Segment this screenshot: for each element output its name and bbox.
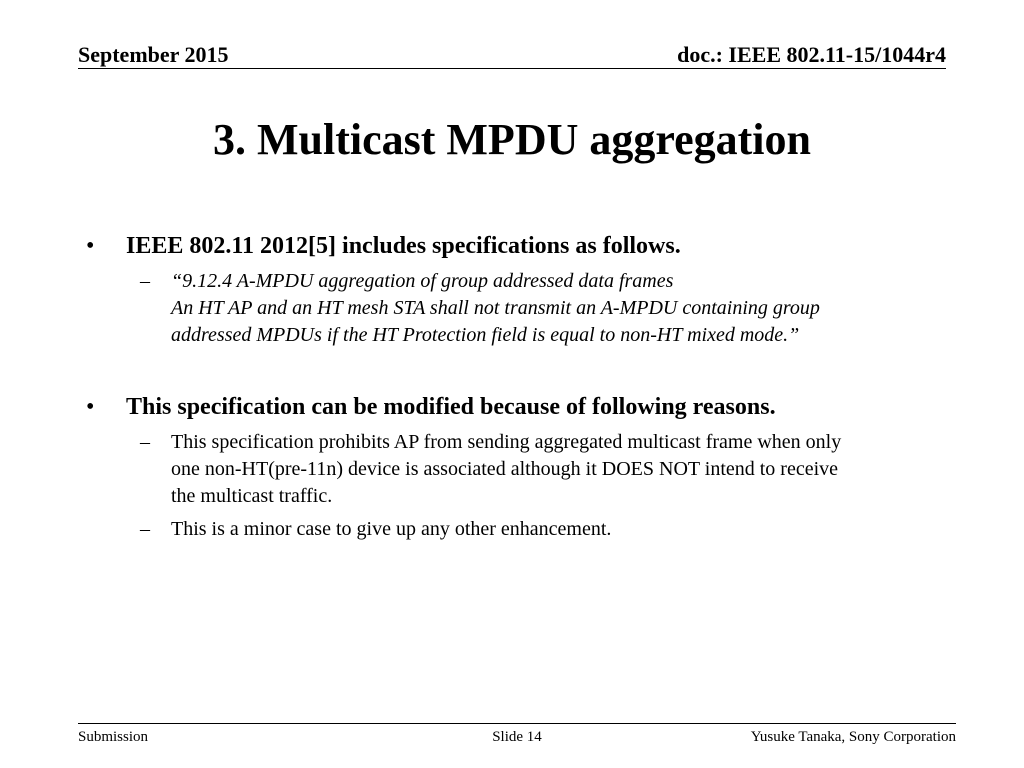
sub-item-marker: – (140, 431, 150, 453)
footer-submission: Submission (78, 729, 149, 745)
sub-item-text (171, 516, 951, 543)
sub-item-line: This is a minor case to give up any other enhancement. (171, 518, 612, 540)
footer-author: Yusuke Tanaka, Sony Corporation (750, 729, 956, 745)
sub-item-text (171, 429, 951, 510)
header-divider (78, 68, 946, 69)
sub-item-line: one non-HT(pre-11n) device is associated although it DOES NOT intend to receive (171, 458, 839, 480)
sub-item-text (171, 268, 951, 349)
sub-item-line: the multicast traffic. (171, 485, 333, 507)
slide-title: 3. Multicast MPDU aggregation (213, 115, 811, 164)
sub-item-line: An HT AP and an HT mesh STA shall not transmit an A-MPDU containing group (171, 297, 820, 319)
sub-item-line: addressed MPDUs if the HT Protection field is equal to non-HT mixed mode.” (171, 324, 800, 346)
bullet-marker: • (86, 233, 95, 259)
sub-item-line: “9.12.4 A-MPDU aggregation of group addressed data frames (171, 270, 674, 292)
bullet-text: This specification can be modified because of following reasons. (126, 394, 776, 420)
sub-item-marker: – (140, 270, 150, 292)
footer-slide-number: Slide 14 (492, 729, 542, 745)
sub-item-marker: – (140, 518, 150, 540)
header-doc-id: doc.: IEEE 802.11-15/1044r4 (677, 42, 946, 67)
bullet-marker: • (86, 394, 95, 420)
footer-divider (78, 723, 956, 724)
header-date: September 2015 (78, 42, 229, 67)
sub-item-line: This specification prohibits AP from sending aggregated multicast frame when only (171, 431, 842, 453)
bullet-text: IEEE 802.11 2012[5] includes specifications as follows. (126, 233, 681, 259)
